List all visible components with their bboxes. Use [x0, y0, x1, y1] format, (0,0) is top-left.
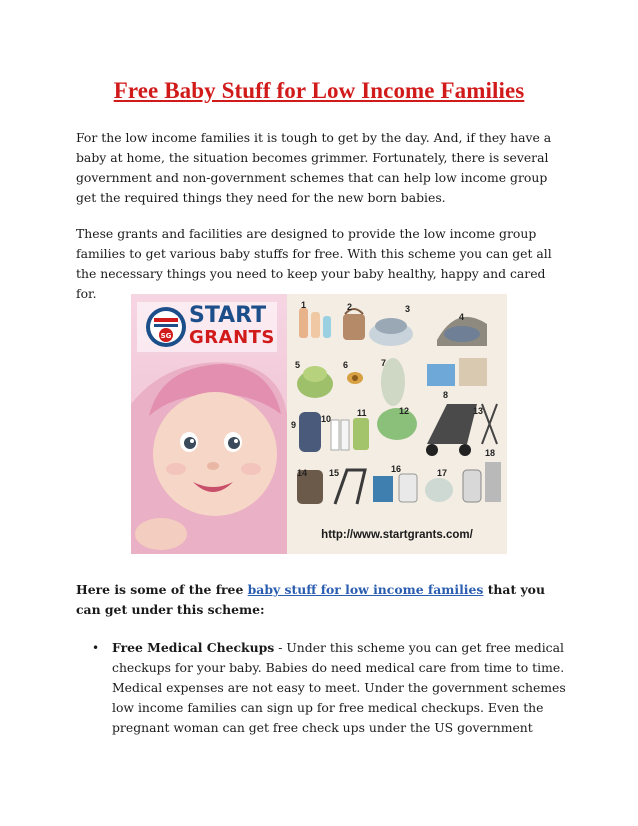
item-number-label: 7 — [381, 358, 387, 368]
item-number-label: 14 — [297, 468, 308, 478]
item-number-label: 17 — [437, 468, 448, 478]
item-number-label: 9 — [291, 420, 297, 430]
item-number-label: 16 — [391, 464, 402, 474]
item-number-label: 3 — [405, 304, 411, 314]
list-item — [76, 638, 566, 738]
page-title: Free Baby Stuff for Low Income Families — [113, 78, 525, 103]
item-number-label: 13 — [473, 406, 484, 416]
item-number-label: 2 — [347, 302, 353, 312]
list-item-text: - Under this scheme you can get free medical checkups for your baby. Babies do need medical care from time to time. Medical expenses are not easy to meet. Under the government schemes low income families can sign up for free medical checkups. Even the pregnant woman can get free check ups under the US government — [112, 640, 566, 735]
hero-image — [131, 294, 507, 554]
baby-items-collage — [287, 294, 507, 554]
logo-start-text: START — [189, 303, 267, 328]
list-item-term: Free Medical Checkups — [112, 640, 275, 655]
item-number-label: 10 — [321, 414, 332, 424]
heading-text-before: Here is some of the free — [76, 582, 248, 597]
seal-icon — [145, 306, 187, 348]
item-number-label: 8 — [443, 390, 449, 400]
item-number-label: 6 — [343, 360, 349, 370]
baby-stuff-link[interactable]: baby stuff for low income families — [247, 582, 484, 597]
heading-text-after: that you can get under this scheme: — [76, 582, 545, 617]
grants-paragraph: These grants and facilities are designed to provide the low income group families to get various baby stuffs for free. With this scheme you can get all the necessary things you need to keep your baby healthy, happy and cared for. — [76, 226, 552, 301]
item-number-label: 1 — [301, 300, 307, 310]
intro-paragraph: For the low income families it is tough to get by the day. And, if they have a baby at home, the situation becomes grimmer. Fortunately, there is several government and non-government schemes that can help low income group get the required things they need for the new born babies. — [76, 130, 552, 205]
start-grants-logo — [137, 302, 277, 352]
item-number-label: 4 — [459, 312, 465, 322]
item-number-label: 18 — [485, 448, 496, 458]
baby-photo — [131, 294, 287, 554]
baby-illustration — [131, 344, 287, 554]
item-number-label: 5 — [295, 360, 301, 370]
section-heading — [76, 580, 566, 620]
item-number-label: 12 — [399, 406, 410, 416]
bullet-icon: • — [92, 641, 100, 655]
logo-text — [189, 304, 279, 352]
benefits-list — [76, 638, 566, 738]
item-number-label: 15 — [329, 468, 340, 478]
svg-text:SG: SG — [160, 332, 172, 340]
logo-grants-text: GRANTS — [189, 327, 275, 348]
item-number-label: 11 — [357, 408, 367, 418]
image-url-caption: http://www.startgrants.com/ — [321, 529, 473, 541]
